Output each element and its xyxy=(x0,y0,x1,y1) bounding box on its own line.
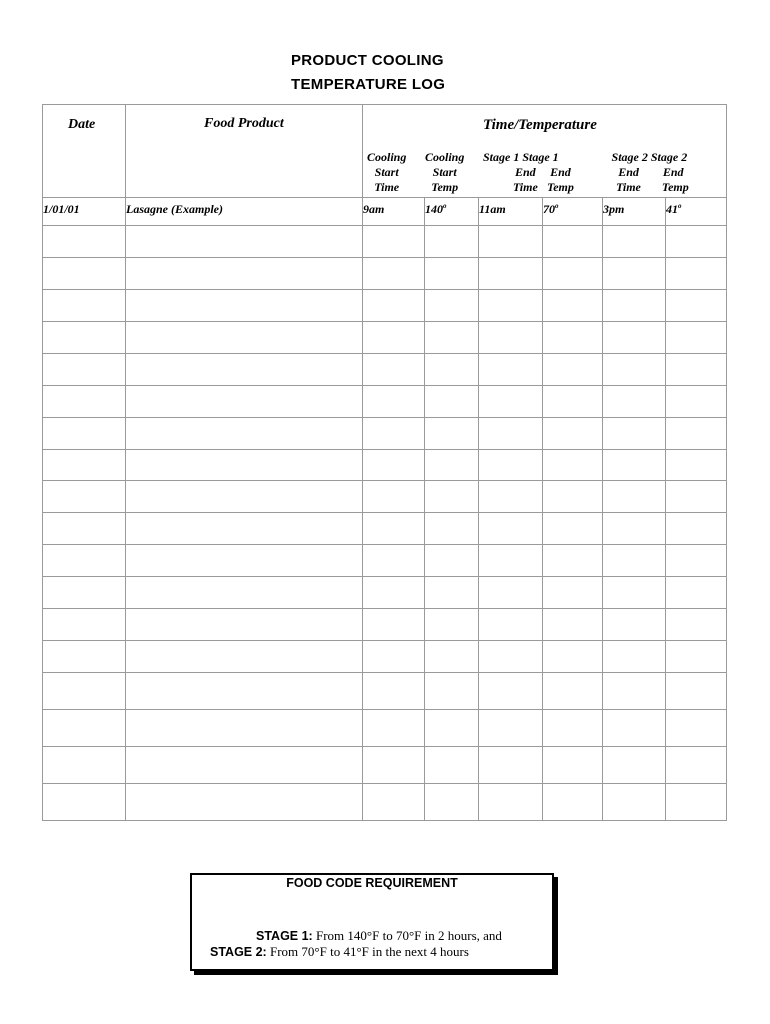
log-cell[interactable] xyxy=(43,545,126,577)
stage2-text: From 70°F to 41°F in the next 4 hours xyxy=(269,944,469,959)
log-cell[interactable] xyxy=(425,386,479,418)
stage1-end-time-header: Stage 1 Stage 1 End Time xyxy=(483,150,559,194)
log-cell[interactable] xyxy=(425,322,479,354)
log-cell[interactable] xyxy=(425,577,479,609)
log-cell[interactable] xyxy=(603,673,666,710)
log-cell[interactable] xyxy=(543,710,603,747)
example-stage2-end-time: 3pm xyxy=(603,198,666,226)
log-cell[interactable] xyxy=(363,513,425,545)
log-cell[interactable] xyxy=(603,418,666,450)
log-cell[interactable] xyxy=(479,322,543,354)
food-header-cell xyxy=(126,105,363,198)
log-cell[interactable] xyxy=(479,481,543,513)
log-cell[interactable] xyxy=(425,710,479,747)
log-cell[interactable] xyxy=(43,322,126,354)
log-cell[interactable] xyxy=(479,354,543,386)
log-cell[interactable] xyxy=(479,609,543,641)
log-cell[interactable] xyxy=(603,354,666,386)
log-cell[interactable] xyxy=(479,513,543,545)
log-cell[interactable] xyxy=(126,290,363,322)
log-cell[interactable] xyxy=(543,481,603,513)
example-date: 1/01/01 xyxy=(43,198,126,226)
log-cell[interactable] xyxy=(479,290,543,322)
log-cell[interactable] xyxy=(126,545,363,577)
log-cell[interactable] xyxy=(603,513,666,545)
log-cell[interactable] xyxy=(363,354,425,386)
log-cell[interactable] xyxy=(425,513,479,545)
stage2-end-header: Stage 2 Stage 2 End End Time Temp xyxy=(610,150,689,194)
log-cell[interactable] xyxy=(543,418,603,450)
log-cell[interactable] xyxy=(479,710,543,747)
example-food: Lasagne (Example) xyxy=(126,198,363,226)
log-cell[interactable] xyxy=(603,710,666,747)
log-cell[interactable] xyxy=(666,322,727,354)
log-cell[interactable] xyxy=(425,226,479,258)
log-cell[interactable] xyxy=(425,609,479,641)
log-cell[interactable] xyxy=(43,258,126,290)
log-cell[interactable] xyxy=(543,290,603,322)
log-cell[interactable] xyxy=(425,290,479,322)
log-row xyxy=(43,418,727,450)
food-code-requirement-box xyxy=(190,873,554,971)
log-cell[interactable] xyxy=(666,481,727,513)
log-cell[interactable] xyxy=(666,513,727,545)
log-cell[interactable] xyxy=(479,747,543,784)
log-cell[interactable] xyxy=(126,784,363,821)
log-cell[interactable] xyxy=(363,226,425,258)
log-cell[interactable] xyxy=(126,386,363,418)
log-row xyxy=(43,226,727,258)
log-cell[interactable] xyxy=(363,710,425,747)
log-cell[interactable] xyxy=(126,354,363,386)
log-cell[interactable] xyxy=(126,513,363,545)
log-cell[interactable] xyxy=(603,226,666,258)
log-row xyxy=(43,609,727,641)
log-cell[interactable] xyxy=(543,386,603,418)
log-cell[interactable] xyxy=(43,481,126,513)
stage1-end-temp-header: End Temp xyxy=(547,165,574,194)
example-row xyxy=(43,198,727,226)
log-cell[interactable] xyxy=(666,641,727,673)
stage2-requirement xyxy=(210,944,469,960)
log-cell[interactable] xyxy=(543,545,603,577)
log-row xyxy=(43,322,727,354)
log-cell[interactable] xyxy=(543,609,603,641)
date-header-cell xyxy=(43,105,126,198)
log-cell[interactable] xyxy=(603,747,666,784)
log-cell[interactable] xyxy=(543,513,603,545)
log-cell[interactable] xyxy=(425,354,479,386)
log-cell[interactable] xyxy=(363,258,425,290)
log-cell[interactable] xyxy=(543,577,603,609)
log-cell[interactable] xyxy=(43,226,126,258)
log-cell[interactable] xyxy=(666,609,727,641)
log-cell[interactable] xyxy=(363,290,425,322)
log-cell[interactable] xyxy=(126,747,363,784)
log-cell[interactable] xyxy=(666,386,727,418)
log-cell[interactable] xyxy=(126,577,363,609)
food-product-header: Food Product xyxy=(204,116,284,131)
log-cell[interactable] xyxy=(666,784,727,821)
example-stage1-end-temp: 70$^o$ xyxy=(543,198,603,226)
log-cell[interactable] xyxy=(479,784,543,821)
log-cell[interactable] xyxy=(425,641,479,673)
log-cell[interactable] xyxy=(543,673,603,710)
log-row xyxy=(43,481,727,513)
log-cell[interactable] xyxy=(43,513,126,545)
log-cell[interactable] xyxy=(425,450,479,481)
log-cell[interactable] xyxy=(479,258,543,290)
header-row xyxy=(43,105,727,198)
log-row xyxy=(43,784,727,821)
cooling-start-time-header: Cooling Start Time xyxy=(367,150,407,194)
log-cell[interactable] xyxy=(666,545,727,577)
stage1-text: From 140°F to 70°F in 2 hours, and xyxy=(315,928,502,943)
log-cell[interactable] xyxy=(363,481,425,513)
log-cell[interactable] xyxy=(479,226,543,258)
stage2-label: STAGE 2: xyxy=(210,945,267,959)
log-cell[interactable] xyxy=(425,258,479,290)
log-cell[interactable] xyxy=(363,450,425,481)
log-cell[interactable] xyxy=(603,609,666,641)
log-row xyxy=(43,673,727,710)
log-cell[interactable] xyxy=(603,386,666,418)
log-cell[interactable] xyxy=(43,450,126,481)
log-cell[interactable] xyxy=(666,290,727,322)
log-cell[interactable] xyxy=(543,354,603,386)
log-cell[interactable] xyxy=(126,641,363,673)
log-row xyxy=(43,513,727,545)
log-cell[interactable] xyxy=(126,226,363,258)
log-cell[interactable] xyxy=(126,481,363,513)
title-line-2: TEMPERATURE LOG xyxy=(291,76,446,93)
log-cell[interactable] xyxy=(126,322,363,354)
log-cell[interactable] xyxy=(363,784,425,821)
date-header: Date xyxy=(68,117,96,132)
log-cell[interactable] xyxy=(543,226,603,258)
log-cell[interactable] xyxy=(543,450,603,481)
log-cell[interactable] xyxy=(666,258,727,290)
log-cell[interactable] xyxy=(43,577,126,609)
log-cell[interactable] xyxy=(603,290,666,322)
log-cell[interactable] xyxy=(603,322,666,354)
log-row xyxy=(43,354,727,386)
log-cell[interactable] xyxy=(363,747,425,784)
log-cell[interactable] xyxy=(666,226,727,258)
log-cell[interactable] xyxy=(425,784,479,821)
log-cell[interactable] xyxy=(43,418,126,450)
stage1-requirement xyxy=(256,928,502,944)
log-cell[interactable] xyxy=(425,747,479,784)
log-cell[interactable] xyxy=(479,418,543,450)
log-cell[interactable] xyxy=(126,418,363,450)
log-cell[interactable] xyxy=(543,641,603,673)
log-cell[interactable] xyxy=(603,784,666,821)
log-cell[interactable] xyxy=(603,481,666,513)
example-start-time: 9am xyxy=(363,198,425,226)
log-cell[interactable] xyxy=(666,747,727,784)
log-cell[interactable] xyxy=(603,450,666,481)
log-cell[interactable] xyxy=(603,577,666,609)
log-cell[interactable] xyxy=(363,418,425,450)
example-stage1-end-time: 11am xyxy=(479,198,543,226)
log-cell[interactable] xyxy=(479,545,543,577)
example-start-temp: 140$^o$ xyxy=(425,198,479,226)
log-cell[interactable] xyxy=(666,418,727,450)
example-stage2-end-temp: 41$^o$ xyxy=(666,198,727,226)
requirement-title: FOOD CODE REQUIREMENT xyxy=(286,876,458,890)
log-cell[interactable] xyxy=(126,710,363,747)
log-cell[interactable] xyxy=(479,386,543,418)
log-cell[interactable] xyxy=(126,258,363,290)
log-cell[interactable] xyxy=(425,545,479,577)
log-cell[interactable] xyxy=(43,290,126,322)
log-cell[interactable] xyxy=(363,322,425,354)
title-line-1: PRODUCT COOLING xyxy=(291,52,444,69)
stage1-label: STAGE 1: xyxy=(256,929,313,943)
log-cell[interactable] xyxy=(603,545,666,577)
log-cell[interactable] xyxy=(363,673,425,710)
log-cell[interactable] xyxy=(479,577,543,609)
log-cell[interactable] xyxy=(126,609,363,641)
log-cell[interactable] xyxy=(43,641,126,673)
log-cell[interactable] xyxy=(43,710,126,747)
log-row xyxy=(43,641,727,673)
log-row xyxy=(43,290,727,322)
log-row xyxy=(43,258,727,290)
log-row xyxy=(43,710,727,747)
log-row xyxy=(43,577,727,609)
log-cell[interactable] xyxy=(479,641,543,673)
log-cell[interactable] xyxy=(43,386,126,418)
log-cell[interactable] xyxy=(43,609,126,641)
log-cell[interactable] xyxy=(543,784,603,821)
log-cell[interactable] xyxy=(43,784,126,821)
log-cell[interactable] xyxy=(43,354,126,386)
log-cell[interactable] xyxy=(425,418,479,450)
log-cell[interactable] xyxy=(43,747,126,784)
log-cell[interactable] xyxy=(126,673,363,710)
log-cell[interactable] xyxy=(363,577,425,609)
log-cell[interactable] xyxy=(479,450,543,481)
log-cell[interactable] xyxy=(479,673,543,710)
log-cell[interactable] xyxy=(363,545,425,577)
time-temp-header-cell xyxy=(363,105,727,198)
log-cell[interactable] xyxy=(666,450,727,481)
log-row xyxy=(43,747,727,784)
log-cell[interactable] xyxy=(666,577,727,609)
log-cell[interactable] xyxy=(126,450,363,481)
log-cell[interactable] xyxy=(603,641,666,673)
log-cell[interactable] xyxy=(666,354,727,386)
log-cell[interactable] xyxy=(363,641,425,673)
log-cell[interactable] xyxy=(363,609,425,641)
log-cell[interactable] xyxy=(603,258,666,290)
cooling-log-table xyxy=(42,104,727,821)
log-cell[interactable] xyxy=(543,747,603,784)
log-cell[interactable] xyxy=(363,386,425,418)
log-cell[interactable] xyxy=(543,322,603,354)
log-row xyxy=(43,386,727,418)
log-cell[interactable] xyxy=(666,710,727,747)
log-cell[interactable] xyxy=(425,481,479,513)
log-cell[interactable] xyxy=(666,673,727,710)
time-temperature-header: Time/Temperature xyxy=(483,117,597,133)
log-row xyxy=(43,450,727,481)
log-row xyxy=(43,545,727,577)
log-cell[interactable] xyxy=(43,673,126,710)
log-cell[interactable] xyxy=(425,673,479,710)
cooling-start-temp-header: Cooling Start Temp xyxy=(425,150,465,194)
log-cell[interactable] xyxy=(543,258,603,290)
